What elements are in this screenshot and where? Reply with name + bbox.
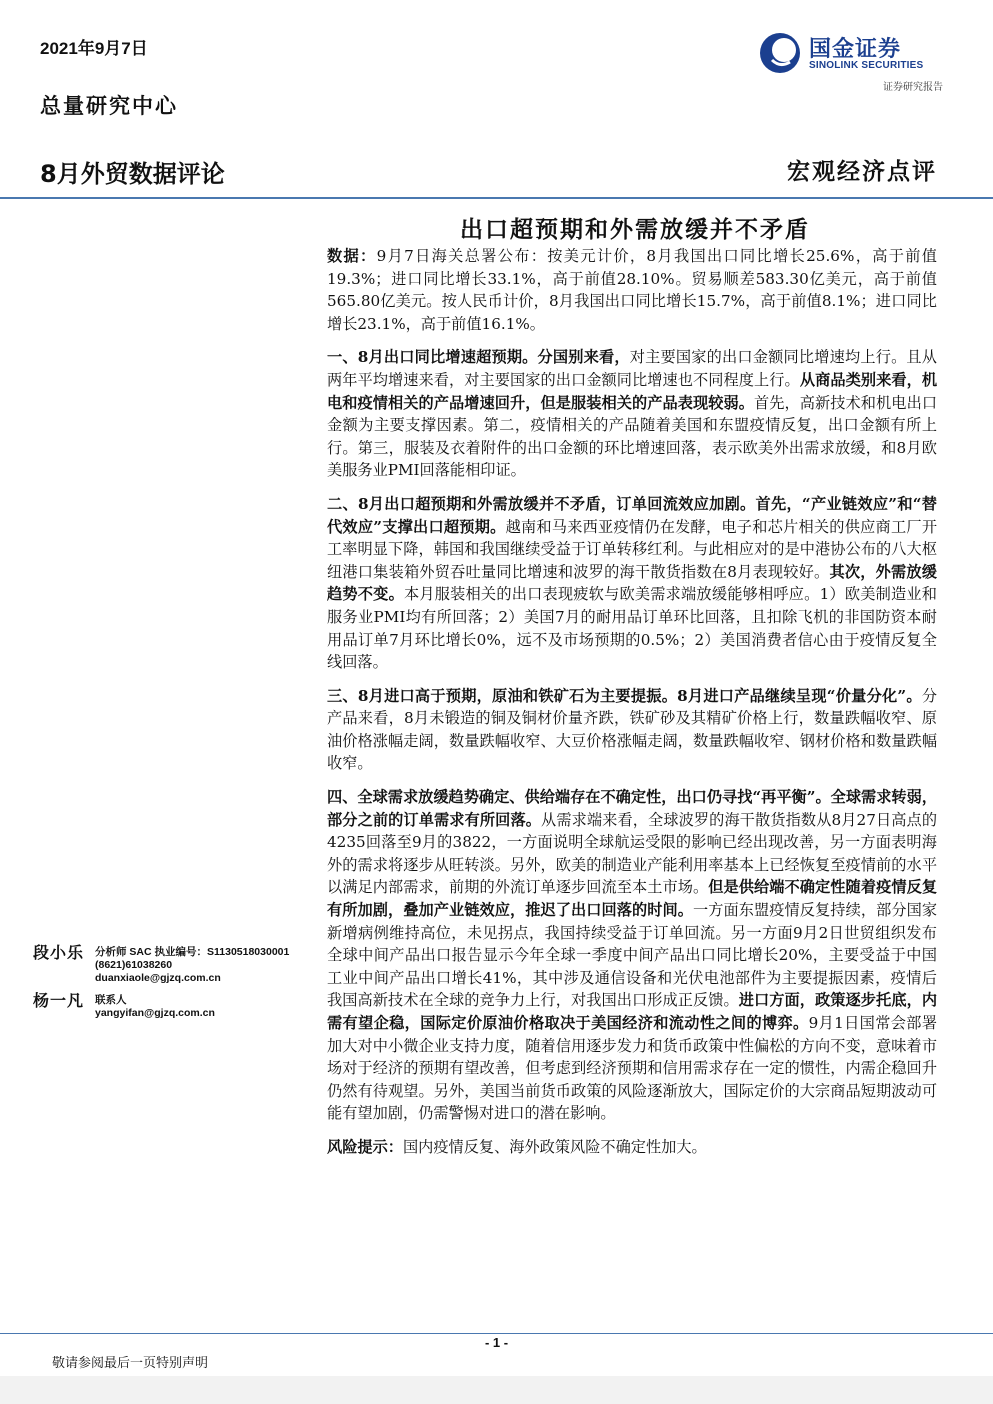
analyst-panel: [33, 940, 313, 1022]
contact-name: 杨一凡: [33, 991, 85, 1010]
contact-role: 联系人: [95, 994, 127, 1006]
logo-english-name: SINOLINK SECURITIES: [809, 60, 924, 71]
analyst-2: [33, 988, 313, 1022]
analyst-phone: (8621)61038260: [95, 959, 173, 971]
analyst-name: 段小乐: [33, 943, 85, 962]
footer-band: [0, 1376, 993, 1404]
company-logo: [757, 30, 947, 78]
paragraph-4: 四、全球需求放缓趋势确定、供给端存在不确定性，出口仍寻找“再平衡”。全球需求转弱，部分之前的订单需求有所回落。从需求端来看，全球波罗的海干散货指数从8月27日高点的4235回落至9月的3822，一方面说明全球航运受限的影响已经出现改善，另一方面表明海外的需求将逐步从旺转淡。另外，欧美的制造业产能利用率基本上已经恢复至疫情前的水平以满足内部需求，前期的外流订单逐步回流至本土市场。但是供给端不确定性随着疫情反复有所加剧，叠加产业链效应，推迟了出口回落的时间。一方面东盟疫情反复持续，部分国家新增病例维持高位，未见拐点，我国持续受益于订单回流。另一方面9月2日世贸组织发布全球中间产品出口报告显示今年全球一季度中间产品出口同比增长20%，主要受益于中国工业中间产品出口增长41%，其中涉及通信设备和光伏电池部件为主要提振因素，疫情后我国高新技术在全球的竞争力上行，对我国出口形成正反馈。进口方面，政策逐步托底，内需有望企稳，国际定价原油价格取决于美国经济和流动性之间的博弈。9月1日国常会部署加大对中小微企业支持力度，随着信用逐步发力和货币政策中性偏松的方向不变，意味着市场对于经济的预期有望改善，但考虑到经济预期和信用需求存在一定的惯性，内需企稳回升仍然有待观望。另外，美国当前货币政策的风险逐渐放大，国际定价的大宗商品短期波动可能有望加剧，仍需警惕对进口的潜在影响。: [327, 788, 938, 1123]
headline: 出口超预期和外需放缓并不矛盾: [460, 216, 810, 243]
report-category: 宏观经济点评: [787, 158, 937, 185]
report-type-label: 证券研究报告: [883, 82, 943, 93]
report-date: 2021年9月7日: [40, 39, 148, 58]
report-body: [327, 245, 937, 1170]
report-title: 8月外贸数据评论: [40, 160, 225, 188]
contact-email[interactable]: yangyifan@gjzq.com.cn: [95, 1007, 215, 1019]
paragraph-2: 二、8月出口超预期和外需放缓并不矛盾，订单回流效应加剧。首先，“产业链效应”和“替代效应”支撑出口超预期。越南和马来西亚疫情仍在发酵，电子和芯片相关的供应商工厂开工率明显下降，韩国和我国继续受益于订单转移红利。与此相应对的是中港协公布的八大枢纽港口集装箱外贸吞吐量同比增速和波罗的海干散货指数在8月表现较好。其次，外需放缓趋势不变。本月服装相关的出口表现疲软与欧美需求端放缓能够相呼应。1）欧美制造业和服务业PMI均有所回落；2）美国7月的耐用品订单环比回落，且扣除飞机的非国防资本耐用品订单7月环比增长0%，远不及市场预期的0.5%；2）美国消费者信心由于疫情反复全线回落。: [327, 494, 938, 672]
analyst-1: [33, 940, 313, 988]
sinolink-logo-icon: [757, 30, 803, 76]
paragraph-1: 一、8月出口同比增速超预期。分国别来看，对主要国家的出口金额同比增速均上行。且从两年平均增速来看，对主要国家的出口金额同比增速也不同程度上行。从商品类别来看，机电和疫情相关的产品增速回升，但是服装相关的产品表现较弱。首先，高新技术和机电出口金额为主要支撑因素。第二，疫情相关的产品随着美国和东盟疫情反复，出口金额有所上行。第三，服装及衣着附件的出口金额的环比增速回落，表示欧美外出需求放缓，和8月欧美服务业PMI回落能相印证。: [327, 348, 938, 480]
footer-divider: [0, 1333, 993, 1334]
header-divider: [0, 197, 993, 199]
page-number: - 1 -: [484, 1335, 509, 1350]
paragraph-data: 数据：9月7日海关总署公布：按美元计价，8月我国出口同比增长25.6%，高于前值19.3%；进口同比增长33.1%，高于前值28.10%。贸易顺差583.30亿美元，高于前值565.80亿美元。按人民币计价，8月我国出口同比增长15.7%，高于前值8.1%；进口同比增长23.1%，高于前值16.1%。: [327, 247, 937, 333]
disclaimer: 敬请参阅最后一页特别声明: [52, 1356, 209, 1371]
analyst-license: 分析师 SAC 执业编号：S1130518030001: [95, 946, 290, 958]
research-center: 总量研究中心: [40, 93, 178, 118]
logo-chinese-name: 国金证券: [809, 37, 902, 62]
paragraph-risk: 风险提示：国内疫情反复、海外政策风险不确定性加大。: [327, 1137, 707, 1156]
paragraph-3: 三、8月进口高于预期，原油和铁矿石为主要提振。8月进口产品继续呈现“价量分化”。分产品来看，8月未锻造的铜及铜材价量齐跌，铁矿砂及其精矿价格上行，数量跌幅收窄、原油价格涨幅走阔，数量跌幅收窄、大豆价格涨幅走阔，数量跌幅收窄、钢材价格和数量跌幅收窄。: [327, 686, 937, 773]
analyst-email[interactable]: duanxiaole@gjzq.com.cn: [95, 972, 221, 984]
